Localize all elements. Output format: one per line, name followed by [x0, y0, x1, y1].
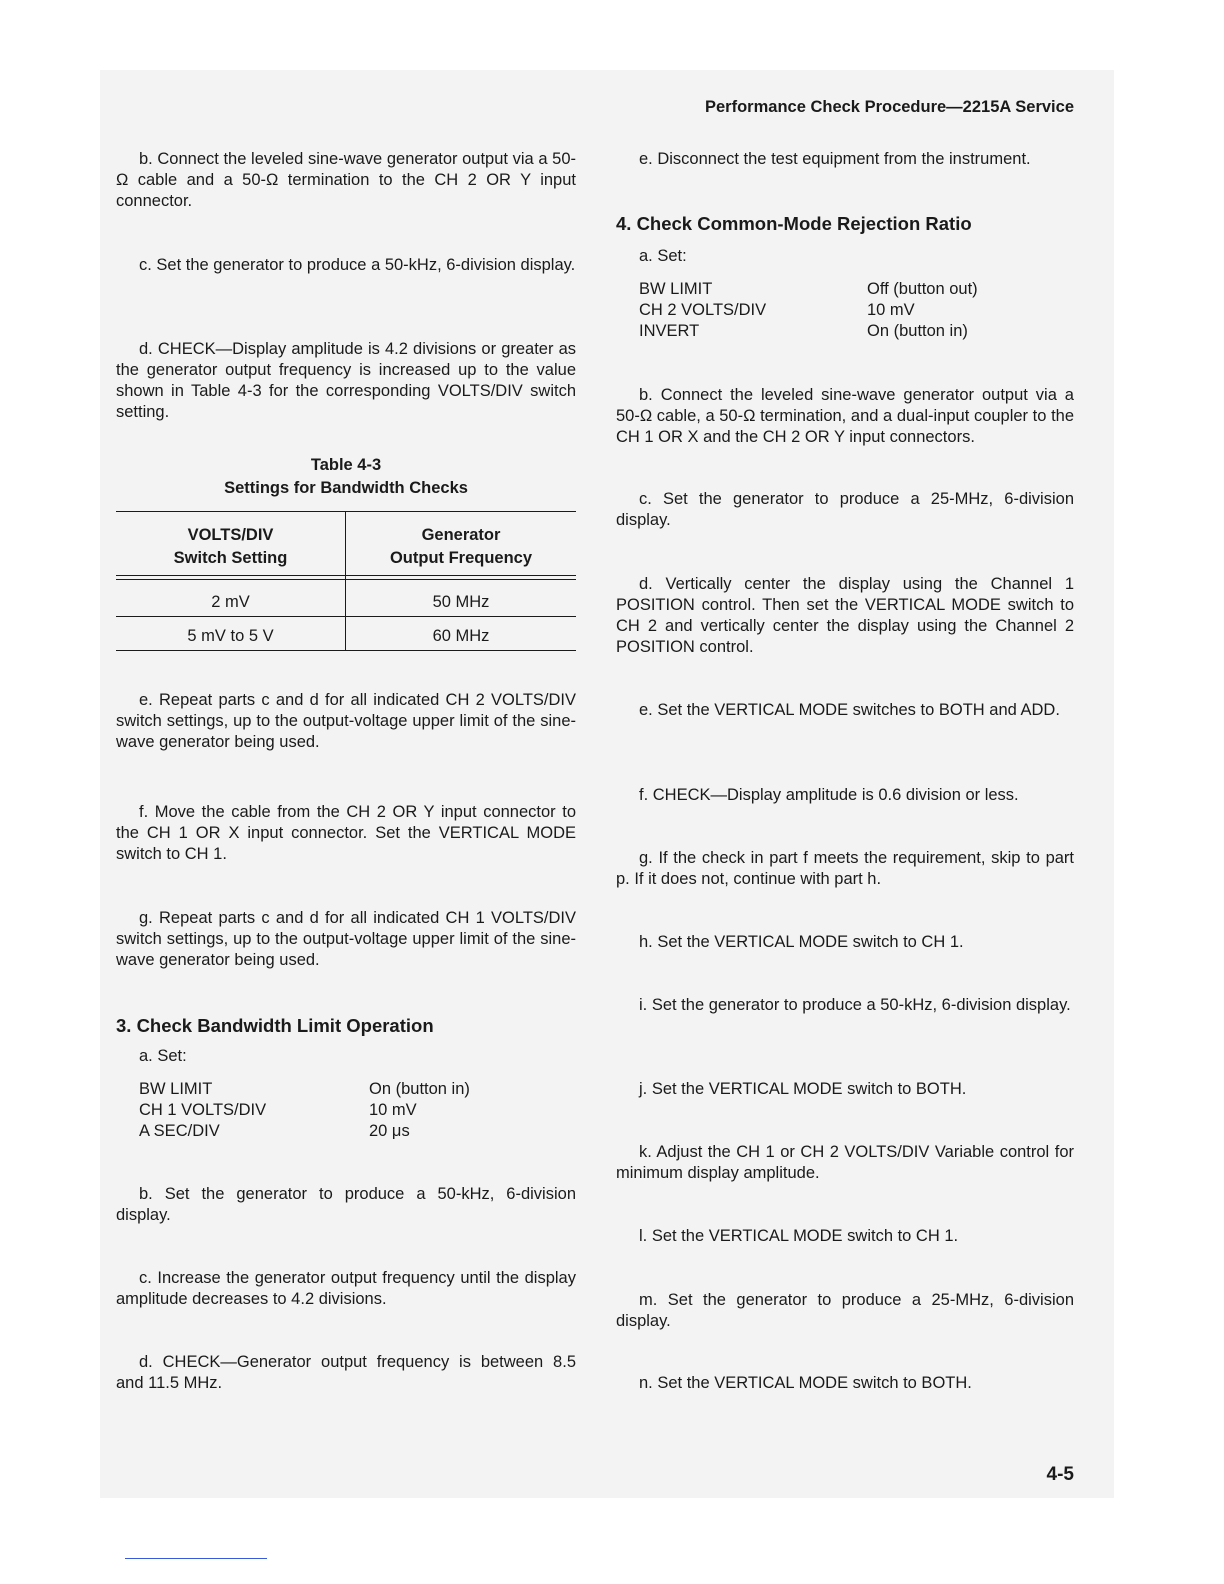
footer-rule	[125, 1558, 267, 1559]
step-m-set-generator: m. Set the generator to produce a 25-MHz, 6-division display.	[616, 1291, 1074, 1330]
running-header: Performance Check Procedure—2215A Service	[705, 98, 1074, 116]
step-b-set-generator: b. Set the generator to produce a 50-kHz, 6-division display.	[116, 1185, 576, 1224]
table-top-rule	[116, 511, 576, 512]
header-volts-div: VOLTS/DIV Switch Setting	[173, 526, 288, 567]
step-b-connect-coupler: b. Connect the leveled sine-wave generator output via a 50-Ω cable, a 50-Ω termination, and a dual-input coupler to the CH 1 OR X and the CH 2 OR Y input connectors.	[616, 386, 1074, 446]
setting-value: 20 μs	[369, 1122, 410, 1140]
step-a-set: a. Set:	[639, 247, 687, 265]
step-h-vertical-mode: h. Set the VERTICAL MODE switch to CH 1.	[639, 933, 964, 951]
page-number: 4-5	[1046, 1464, 1074, 1485]
step-l-vertical-mode: l. Set the VERTICAL MODE switch to CH 1.	[639, 1227, 959, 1245]
step-d-center-display: d. Vertically center the display using the Channel 1 POSITION control. Then set the VERTICAL MODE switch to CH 2 and vertically center the display using the Channel 2 POSITION control.	[616, 575, 1074, 656]
table-number: Table 4-3	[310, 456, 382, 474]
step-f-move-cable: f. Move the cable from the CH 2 OR Y input connector to the CH 1 OR X input connector. Set the VERTICAL MODE switch to CH 1.	[116, 803, 576, 863]
step-e-repeat-ch2: e. Repeat parts c and d for all indicated CH 2 VOLTS/DIV switch settings, up to the output-voltage upper limit of the sine-wave generator being used.	[116, 691, 576, 751]
step-n-vertical-mode: n. Set the VERTICAL MODE switch to BOTH.	[639, 1374, 972, 1392]
section-4-heading: 4. Check Common-Mode Rejection Ratio	[616, 213, 972, 234]
setting-name: A SEC/DIV	[139, 1122, 220, 1140]
bandwidth-settings-table	[116, 511, 576, 651]
step-g-repeat-ch1: g. Repeat parts c and d for all indicated CH 1 VOLTS/DIV switch settings, up to the output-voltage upper limit of the sine-wave generator being used.	[116, 909, 576, 969]
table-cell-setting: 2 mV	[211, 593, 250, 611]
setting-name: CH 2 VOLTS/DIV	[639, 301, 767, 319]
setting-value: 10 mV	[867, 301, 915, 319]
setting-name: BW LIMIT	[139, 1080, 213, 1098]
header-double-rule-1	[116, 575, 576, 576]
section-3-heading: 3. Check Bandwidth Limit Operation	[116, 1015, 434, 1036]
header-generator-frequency: Generator Output Frequency	[389, 526, 533, 567]
step-e-vertical-mode: e. Set the VERTICAL MODE switches to BOTH and ADD.	[639, 701, 1060, 719]
step-b-connect-ch2: b. Connect the leveled sine-wave generator output via a 50-Ω cable and a 50-Ω termination to the CH 2 OR Y input connector.	[116, 150, 576, 210]
step-c-set-generator: c. Set the generator to produce a 25-MHz, 6-division display.	[616, 490, 1074, 529]
setting-name: INVERT	[639, 322, 700, 340]
setting-value: 10 mV	[369, 1101, 417, 1119]
step-i-set-generator: i. Set the generator to produce a 50-kHz, 6-division display.	[639, 996, 1071, 1014]
step-d-check-amplitude: d. CHECK—Display amplitude is 4.2 divisions or greater as the generator output frequency is increased up to the value shown in Table 4-3 for the corresponding VOLTS/DIV switch setting.	[116, 340, 576, 421]
step-f-check-amplitude: f. CHECK—Display amplitude is 0.6 division or less.	[639, 786, 1019, 804]
step-j-vertical-mode: j. Set the VERTICAL MODE switch to BOTH.	[639, 1080, 967, 1098]
table-cell-frequency: 50 MHz	[432, 593, 490, 611]
setting-value: On (button in)	[867, 322, 968, 340]
step-c-increase-frequency: c. Increase the generator output frequency until the display amplitude decreases to 4.2 divisions.	[116, 1269, 576, 1308]
step-d-check-frequency: d. CHECK—Generator output frequency is between 8.5 and 11.5 MHz.	[116, 1353, 576, 1392]
setting-value: Off (button out)	[867, 280, 978, 298]
table-row-rule	[116, 616, 576, 617]
table-bottom-rule	[116, 650, 576, 651]
step-c-set-generator: c. Set the generator to produce a 50-kHz, 6-division display.	[139, 256, 576, 274]
setting-name: CH 1 VOLTS/DIV	[139, 1101, 267, 1119]
step-g-skip: g. If the check in part f meets the requirement, skip to part p. If it does not, continue with part h.	[616, 849, 1074, 888]
table-cell-setting: 5 mV to 5 V	[187, 627, 274, 645]
header-double-rule-2	[116, 579, 576, 580]
setting-value: On (button in)	[369, 1080, 470, 1098]
step-k-adjust-variable: k. Adjust the CH 1 or CH 2 VOLTS/DIV Variable control for minimum display amplitude.	[616, 1143, 1074, 1182]
setting-name: BW LIMIT	[639, 280, 713, 298]
table-cell-frequency: 60 MHz	[432, 627, 490, 645]
table-title: Settings for Bandwidth Checks	[224, 479, 468, 497]
step-a-set: a. Set:	[139, 1047, 187, 1065]
step-e-disconnect: e. Disconnect the test equipment from the instrument.	[639, 150, 1031, 168]
